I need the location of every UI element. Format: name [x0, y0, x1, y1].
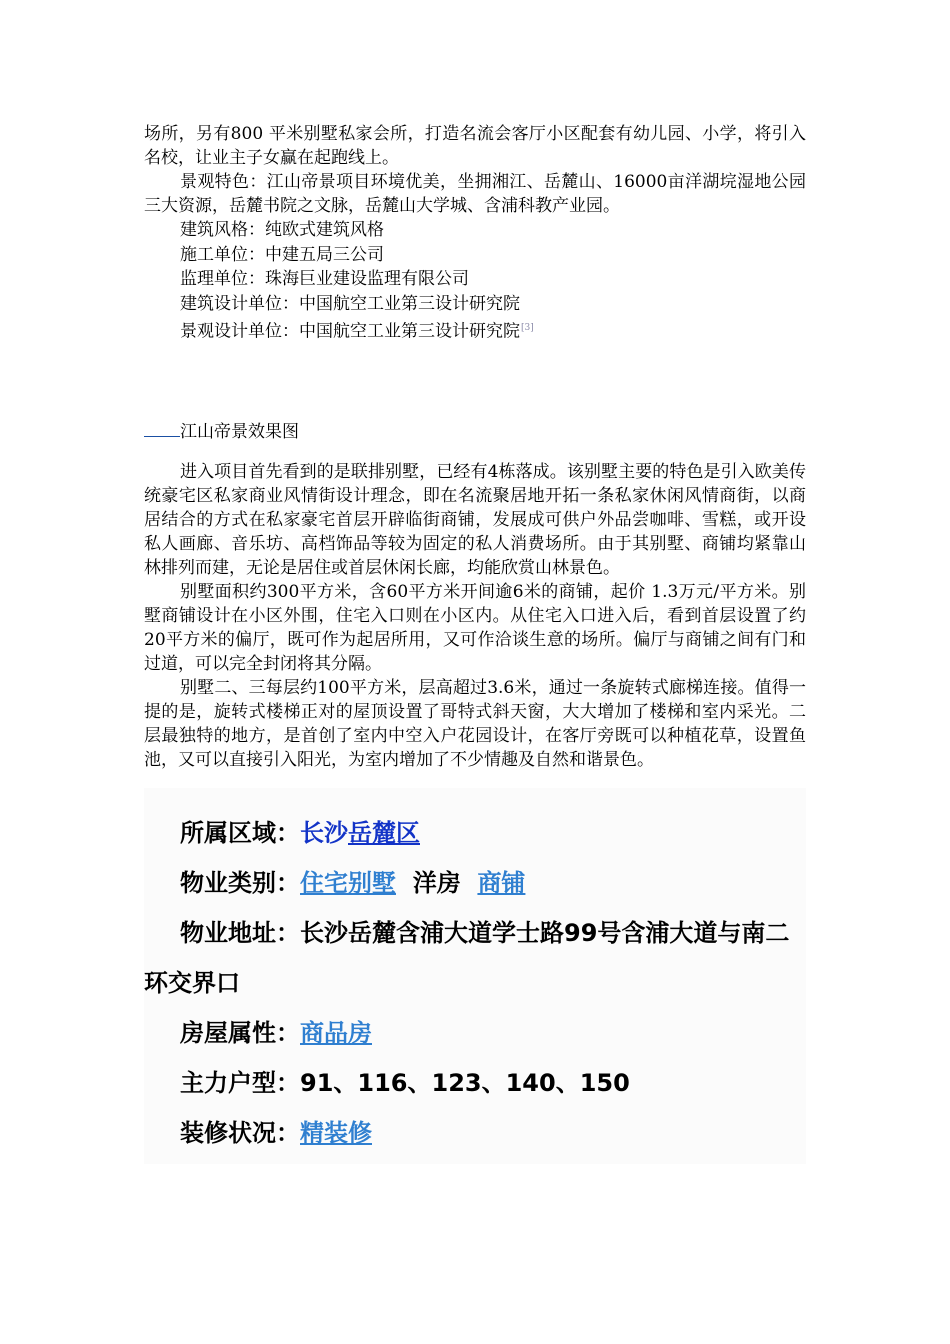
region-district-link[interactable]: 岳麓区: [348, 819, 420, 848]
image-placeholder-underline: [144, 422, 180, 437]
detail-architecture-style: 建筑风格：纯欧式建筑风格: [180, 220, 384, 240]
info-type: [144, 858, 806, 908]
attribute-commercial-link[interactable]: 商品房: [300, 1019, 372, 1048]
paragraph-clubhouse: 场所，另有800 平米别墅私家会所，打造名流会客厅小区配套有幼儿园、小学，将引入名校，让业主子女赢在起跑线上。: [144, 124, 806, 168]
region-city-text: 长沙: [300, 819, 348, 848]
detail-supervision-unit: 监理单位：珠海巨业建设监理有限公司: [180, 269, 469, 289]
reference-mark[interactable]: [3]: [521, 323, 534, 333]
info-layout-label: 主力户型：: [180, 1069, 300, 1098]
paragraph-villa-area: 别墅面积约300平方米，含60平方米开间逾6米的商铺，起价 1.3万元/平方米。别墅商铺设计在小区外围，住宅入口则在小区内。从住宅入口进入后，看到首层设置了约20平方米的偏厅，既可作为起居所用，又可作洽谈生意的场所。偏厅与商铺之间有门和过道，可以完全封闭将其分隔。: [144, 582, 806, 675]
detail-architecture-design: 建筑设计单位：中国航空工业第三设计研究院: [180, 293, 520, 314]
type-villa-link[interactable]: 住宅别墅: [300, 869, 396, 898]
image-caption: [144, 420, 806, 444]
info-layout: [144, 1058, 806, 1108]
info-layout-value: 91、116、123、140、150: [300, 1069, 630, 1098]
info-region: [144, 808, 806, 858]
info-type-label: 物业类别：: [180, 869, 300, 898]
type-house-text: 洋房: [412, 869, 461, 898]
info-attribute: [144, 1008, 806, 1058]
detail-landscape-design: [180, 316, 806, 344]
detail-landscape-design-text: 景观设计单位：中国航空工业第三设计研究院: [180, 321, 520, 342]
image-caption-text: 江山帝景效果图: [180, 422, 299, 443]
detail-construction-unit: 施工单位：中建五局三公司: [180, 244, 384, 265]
info-region-label: 所属区域：: [180, 819, 300, 848]
paragraph-villa-floors: 别墅二、三每层约100平方米，层高超过3.6米，通过一条旋转式廊梯连接。值得一提的是，旋转式楼梯正对的屋顶设置了哥特式斜天窗，大大增加了楼梯和室内采光。二层最独特的地方，是首创了室内中空入户花园设计，在客厅旁既可以种植花草，设置鱼池，又可以直接引入阳光，为室内增加了不少情趣及自然和谐景色。: [144, 678, 806, 771]
type-shop-link[interactable]: 商铺: [477, 869, 526, 898]
info-address: [144, 908, 806, 1008]
info-decoration-label: 装修状况：: [180, 1119, 300, 1148]
info-attribute-label: 房屋属性：: [180, 1019, 300, 1048]
document-page: [144, 122, 806, 1214]
property-info-box: [144, 788, 806, 1164]
paragraph-landscape: 景观特色：江山帝景项目环境优美，坐拥湘江、岳麓山、16000亩洋湖垸湿地公园三大资源，岳麓书院之文脉，岳麓山大学城、含浦科教产业园。: [144, 172, 806, 216]
info-address-label: 物业地址：: [180, 919, 300, 948]
decoration-fine-link[interactable]: 精装修: [300, 1119, 372, 1148]
info-address-value: 长沙岳麓含浦大道学士路99号含浦大道与南二环交界口: [144, 919, 790, 998]
paragraph-villa-intro: 进入项目首先看到的是联排别墅，已经有4栋落成。该别墅主要的特色是引入欧美传统豪宅区私家商业风情街设计理念，即在名流聚居地开拓一条私家休闲风情商街，以商居结合的方式在私家豪宅首层开辟临街商铺，发展成可供户外品尝咖啡、雪糕，或开设私人画廊、音乐坊、高档饰品等较为固定的私人消费场所。由于其别墅、商铺均紧靠山林排列而建，无论是居住或首层休闲长廊，均能欣赏山林景色。: [144, 462, 806, 579]
info-decoration: [144, 1108, 806, 1158]
